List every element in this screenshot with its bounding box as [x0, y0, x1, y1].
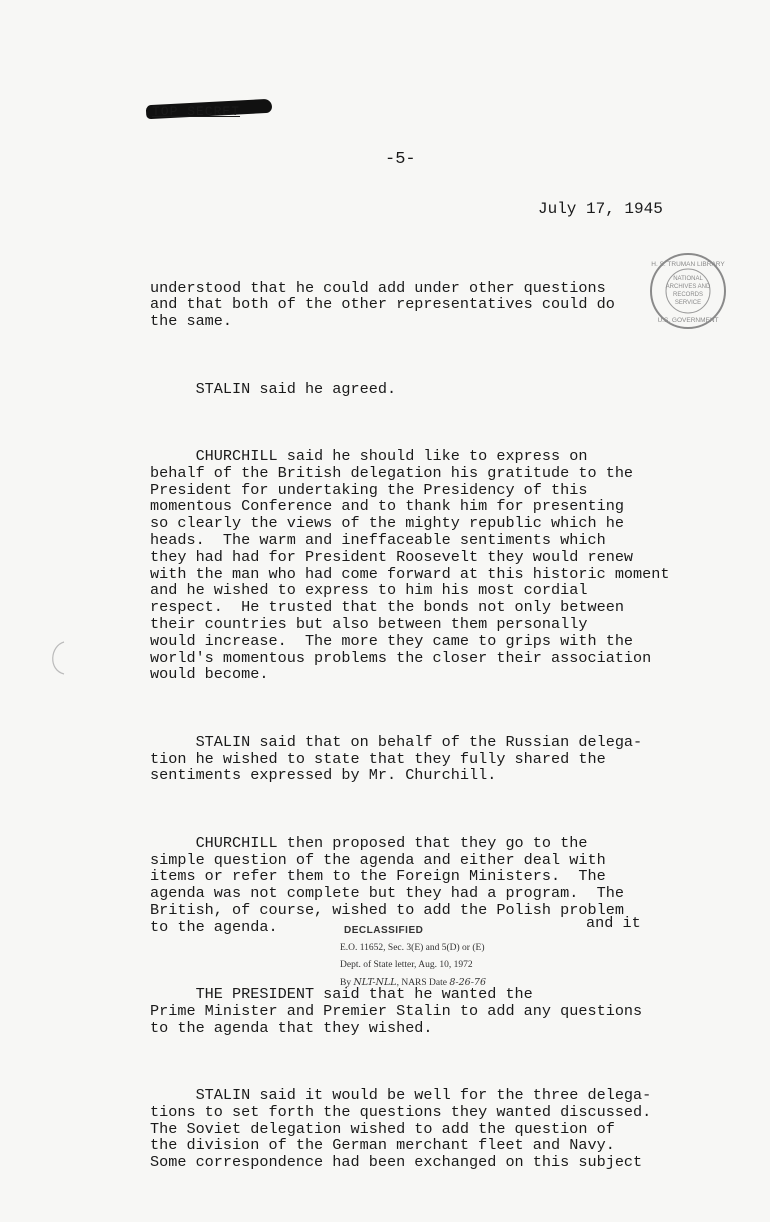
declassified-title: DECLASSIFIED — [344, 925, 424, 936]
nars-date: 8-26-76 — [449, 977, 487, 988]
declass-by-line — [340, 977, 560, 988]
declass-letter: Dept. of State letter, Aug. 10, 1972 — [340, 960, 473, 970]
stamp-line-3: RECORDS — [672, 292, 704, 298]
stamp-bottom-text: U.S. GOVERNMENT — [657, 317, 719, 324]
paragraph-3: CHURCHILL said he should like to express on behalf of the British delegation his gratitude to the President for undertaking the Presidency of this momentous Conference and to thank him for presenting so clearly the views of the mighty republic which he heads. The warm and ineffaceable sentiments which they had had for President Roosevelt they would renew with the man who had come forward at this historic moment and he wished to express to him his most cordial respect. He trusted that the bonds not only between their countries but also between them personally would increase. The more they came to grips with the world's momentous problems the closer their association would become. — [150, 446, 670, 684]
document-date: July 17, 1945 — [538, 200, 663, 218]
nars-label: , NARS Date — [396, 978, 447, 988]
page-continuation: and it — [586, 914, 641, 932]
punch-hole-mark — [44, 640, 70, 676]
classification-marking: TOP SECRET — [152, 104, 241, 119]
paragraph-1: understood that he could add under other questions and that both of the other representatives could do the same. — [150, 278, 615, 331]
declassification-stamp — [340, 925, 560, 988]
by-label: By — [340, 978, 352, 988]
paragraph-7: STALIN said it would be well for the three delega- tions to set forth the questions they wanted discussed. The Soviet delegation wished to add the question of the division of the German merchant fleet and Navy. Some correspondence had been exchanged on this subject — [150, 1086, 652, 1172]
paragraph-5: CHURCHILL then proposed that they go to the simple question of the agenda and either deal with items or refer them to the Foreign Ministers. The agenda was not complete but they had a program. The British, of course, wished to add the Polish problem to the agenda. — [150, 833, 624, 936]
stamp-line-4: SERVICE — [674, 300, 702, 306]
signature: NLT-NLL — [353, 977, 397, 988]
stamp-line-2: ARCHIVES AND — [665, 284, 711, 290]
paragraph-2: STALIN said he agreed. — [150, 379, 397, 398]
paragraph-4: STALIN said that on behalf of the Russian delega- tion he wished to state that they fully shared the sentiments expressed by Mr. Churchill. — [150, 732, 643, 785]
page-number: -5- — [385, 150, 416, 169]
declass-authority: E.O. 11652, Sec. 3(E) and 5(D) or (E) — [340, 943, 485, 953]
stamp-ring-text: H. S. TRUMAN LIBRARY — [651, 261, 725, 268]
paragraph-6: THE PRESIDENT said that he wanted the Prime Minister and Premier Stalin to add any questions to the agenda that they wished. — [150, 985, 643, 1037]
stamp-line-1: NATIONAL — [673, 276, 703, 282]
memo-body — [150, 246, 700, 1222]
